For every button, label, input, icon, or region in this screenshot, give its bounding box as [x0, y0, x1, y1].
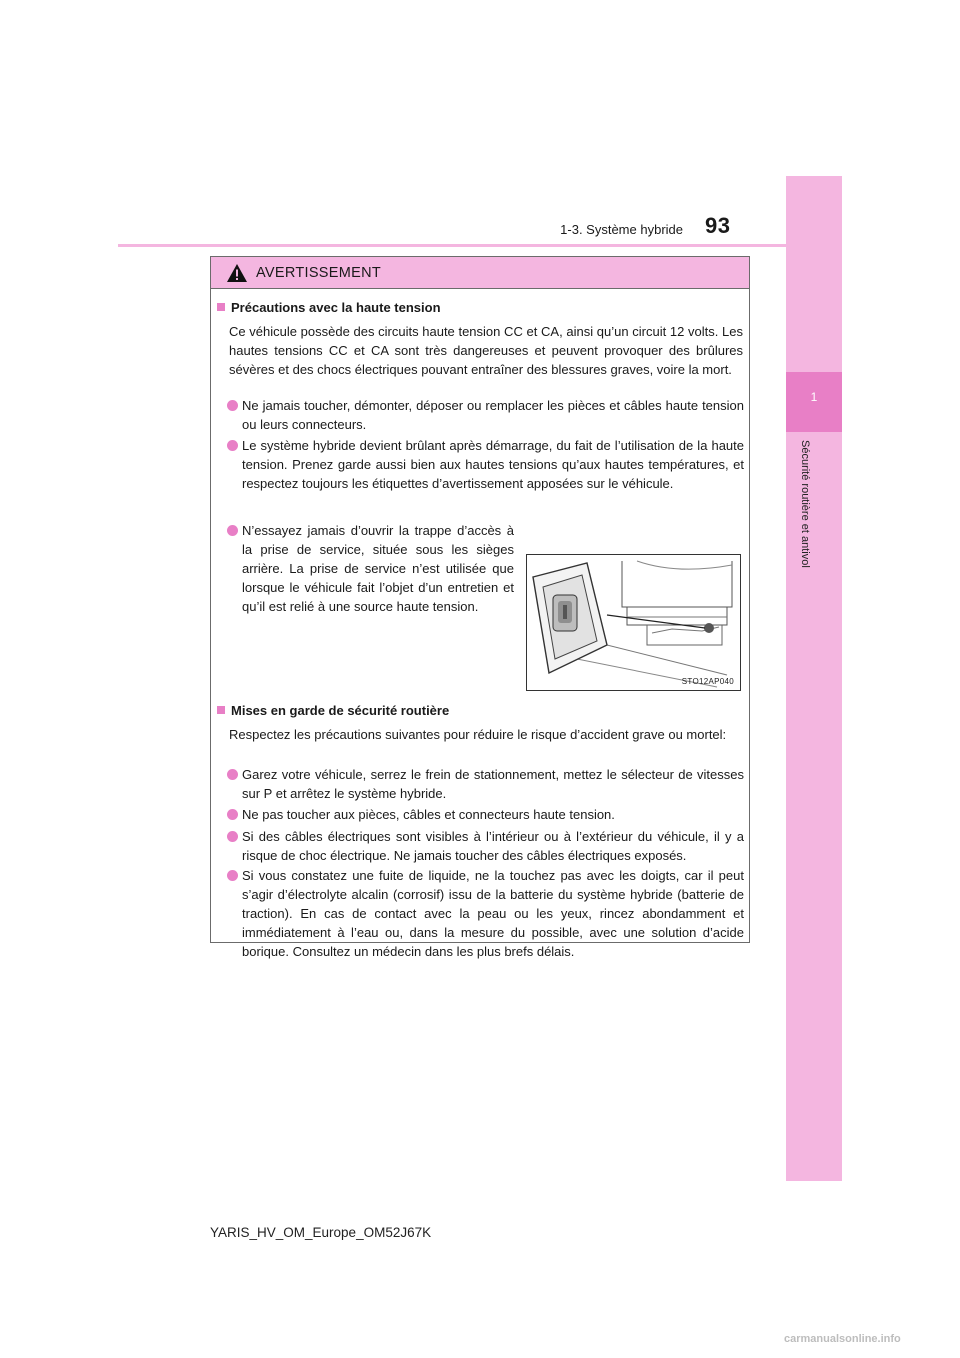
bullet-dot-icon	[227, 809, 238, 820]
list-item: Si des câbles électriques sont visibles à l’intérieur ou à l’extérieur du véhicule, il y a risque de choc électrique. Ne jamais toucher des câbles électriques exposés.	[224, 827, 744, 865]
watermark: carmanualsonline.info	[784, 1333, 901, 1345]
list-item: N’essayez jamais d’ouvrir la trappe d’accès à la prise de service, située sous les sièges arrière. La prise de service n’est utilisée que lorsque le véhicule fait l’objet d’un entretien et qu’il est relié à une source haute tension.	[224, 521, 514, 616]
bullet-dot-icon	[227, 440, 238, 451]
bullet-dot-icon	[227, 525, 238, 536]
section-heading: Mises en garde de sécurité routière	[217, 703, 449, 718]
document-code: YARIS_HV_OM_Europe_OM52J67K	[210, 1225, 432, 1240]
section-intro: Respectez les précautions suivantes pour réduire le risque d’accident grave ou mortel:	[229, 727, 727, 742]
bullet-dot-icon	[227, 831, 238, 842]
section-title: 1-3. Système hybride	[560, 222, 683, 237]
chapter-title: Sécurité routière et antivol	[799, 440, 811, 568]
warning-box	[210, 256, 750, 959]
rear-seat-illustration	[527, 555, 740, 690]
bullet-dot-icon	[227, 400, 238, 411]
bullet-dot-icon	[227, 769, 238, 780]
list-item: Le système hybride devient brûlant après démarrage, du fait de l’utilisation de la haute tension. Prenez garde aussi bien aux hautes tensions qu’aux hautes températures, et respectez toujours les étiquettes d’avertissement apposées sur le véhicule.	[224, 436, 744, 493]
warning-title: AVERTISSEMENT	[256, 264, 382, 281]
list-item: Ne jamais toucher, démonter, déposer ou remplacer les pièces et câbles haute tension ou leurs connecteurs.	[224, 396, 744, 434]
service-plug-illustration	[526, 554, 741, 691]
section-intro: Ce véhicule possède des circuits haute tension CC et CA, ainsi qu’un circuit 12 volts. Les hautes tensions CC et CA sont très dangereuses et peuvent provoquer des brûlures sévères et des chocs électriques pouvant entraîner des blessures graves, voire la mort.	[229, 324, 743, 377]
header-rule	[118, 244, 841, 247]
warning-header	[211, 257, 749, 289]
list-item: Ne pas toucher aux pièces, câbles et connecteurs haute tension.	[224, 805, 744, 824]
illustration-code: STO12AP040	[681, 677, 734, 686]
square-bullet-icon	[217, 303, 225, 311]
list-item: Si vous constatez une fuite de liquide, ne la touchez pas avec les doigts, car il peut s’agir d’électrolyte alcalin (corrosif) issu de la batterie du système hybride (batterie de traction). En cas de contact avec la peau ou les yeux, rincez abondamment et immédiatement à l’eau ou, dans la mesure du possible, avec une solution d’acide borique. Consultez un médecin dans les plus brefs délais.	[224, 866, 744, 961]
list-item: Garez votre véhicule, serrez le frein de stationnement, mettez le sélecteur de vitesses sur P et arrêtez le système hybride.	[224, 765, 744, 803]
chapter-side-tab	[786, 176, 842, 1181]
chapter-number: 1	[810, 390, 818, 404]
section-heading: Précautions avec la haute tension	[217, 300, 441, 315]
square-bullet-icon	[217, 706, 225, 714]
page-number: 93	[705, 213, 731, 238]
bullet-dot-icon	[227, 870, 238, 881]
warning-triangle-icon	[226, 263, 248, 283]
